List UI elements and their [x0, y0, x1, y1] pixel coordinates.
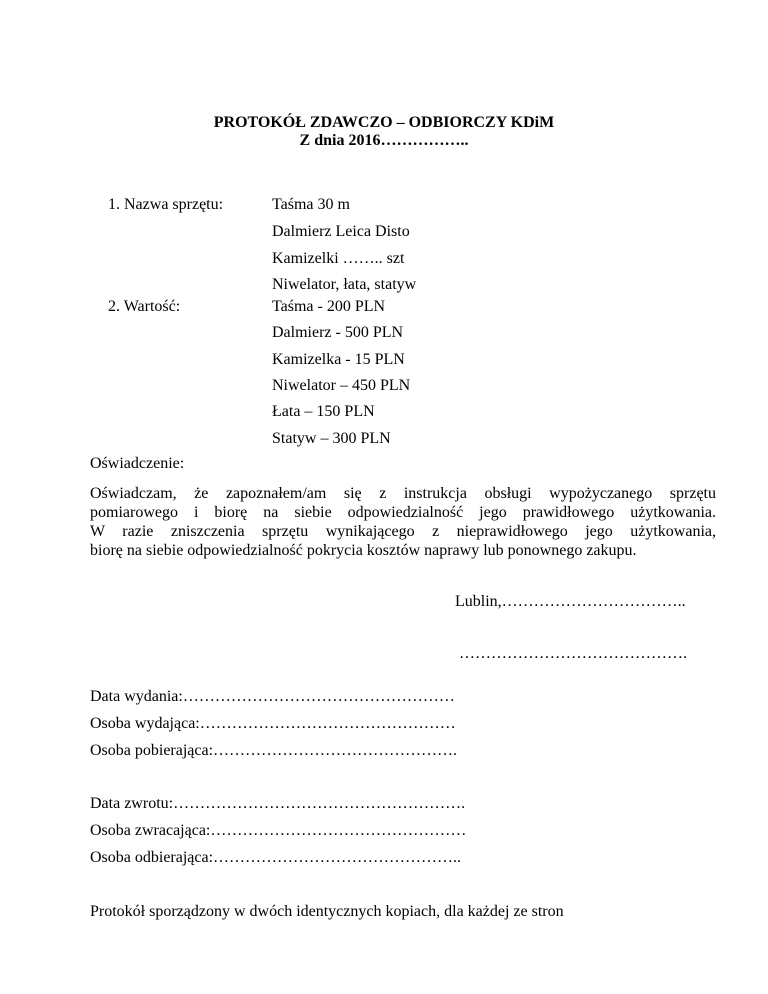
value-entry: Statyw – 300 PLN [272, 430, 391, 447]
return-date-field: Data zwrotu:………………………………………………. [90, 795, 466, 812]
value-entry: Dalmierz - 500 PLN [272, 324, 404, 341]
value-entry: Taśma - 200 PLN [272, 298, 386, 315]
statement-line: biorę na siebie odpowiedzialność pokrycia kosztów naprawy lub ponownego zakupu. [90, 542, 637, 559]
footer-note: Protokół sporządzony w dwóch identycznych kopiach, dla każdej ze stron [90, 903, 564, 920]
statement-heading: Oświadczenie: [90, 455, 185, 472]
value-entry: Kamizelka - 15 PLN [272, 351, 405, 368]
document-date-line: Z dnia 2016…………….. [299, 132, 469, 149]
statement-body [90, 484, 716, 560]
statement-line: W razie zniszczenia sprzętu wynikającego z nieprawidłowego jego użytkowania, [90, 523, 716, 540]
statement-line: pomiarowego i biorę na siebie odpowiedzialność jego prawidłowego użytkowania. [90, 504, 716, 521]
returning-person-field: Osoba zwracająca:………………………………………… [90, 822, 467, 839]
value-entry: Łata – 150 PLN [272, 403, 375, 420]
equipment-name-label: 1. Nazwa sprzętu: [108, 196, 224, 213]
signature-field: ……………………………………. [459, 645, 687, 662]
issuing-person-field: Osoba wydająca:………………………………………… [90, 715, 456, 732]
equipment-name-value: Taśma 30 m [272, 196, 350, 213]
equipment-name-value: Dalmierz Leica Disto [272, 223, 410, 240]
value-entry: Niwelator – 450 PLN [272, 377, 411, 394]
value-label: 2. Wartość: [108, 298, 181, 315]
equipment-name-value: Niwelator, łata, statyw [272, 276, 417, 293]
receiving-person-field: Osoba pobierająca:………………………………………. [90, 742, 458, 759]
issue-date-field: Data wydania:…………………………………………… [90, 688, 455, 705]
statement-line: Oświadczam, że zapoznałem/am się z instrukcja obsługi wypożyczanego sprzętu [90, 485, 716, 502]
document-title: PROTOKÓŁ ZDAWCZO – ODBIORCZY KDiM [213, 114, 555, 131]
accepting-person-field: Osoba odbierająca:……………………………………….. [90, 849, 462, 866]
equipment-name-value: Kamizelki …….. szt [272, 250, 405, 267]
place-date-field: Lublin,…………………………….. [455, 593, 686, 610]
